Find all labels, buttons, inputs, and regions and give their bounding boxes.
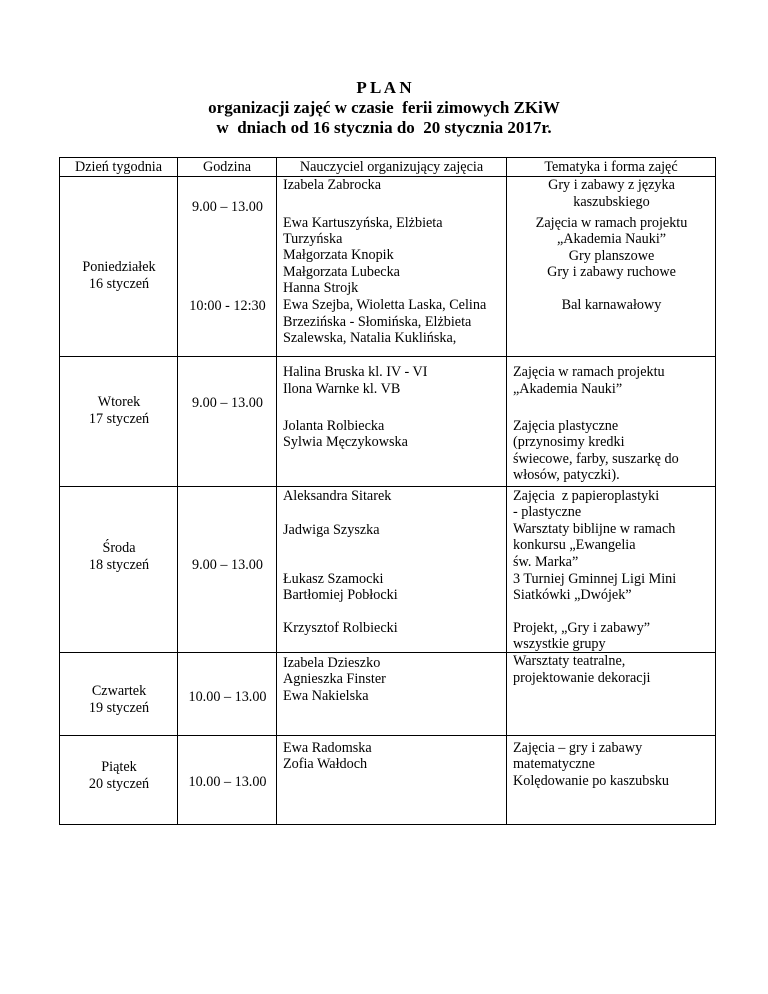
topic-text: Siatkówki „Dwójek” — [513, 587, 632, 603]
topic-text: św. Marka” — [513, 554, 579, 570]
plan-subtitle: organizacji zajęć w czasie ferii zimowych ZKiW — [208, 98, 560, 117]
teacher-name: Małgorzata Lubecka — [283, 264, 400, 280]
teacher-name: Hanna Strojk — [283, 280, 359, 296]
day-name: Poniedziałek — [82, 259, 156, 275]
topic-text: Gry planszowe — [568, 248, 655, 264]
teacher-name: Krzysztof Rolbiecki — [283, 620, 398, 636]
day-date: 16 styczeń — [88, 276, 150, 292]
hours-value: 10.00 – 13.00 — [188, 689, 267, 705]
teacher-name: Jadwiga Szyszka — [283, 522, 380, 538]
topic-text: Kolędowanie po kaszubsku — [513, 773, 670, 789]
teacher-cell — [277, 177, 507, 357]
topic-text: - plastyczne — [513, 504, 582, 520]
column-header-day: Dzień tygodnia — [60, 158, 178, 177]
day-cell — [60, 487, 178, 653]
topic-cell — [507, 653, 716, 736]
topic-text: matematyczne — [513, 756, 595, 772]
teacher-name: Sylwia Męczykowska — [283, 434, 408, 450]
topic-text: Zajęcia – gry i zabawy — [513, 740, 643, 756]
teacher-name: Bartłomiej Pobłocki — [283, 587, 398, 603]
table-row-thursday — [60, 653, 716, 736]
day-name: Wtorek — [97, 394, 141, 410]
teacher-name: Zofia Wałdoch — [283, 756, 368, 772]
plan-dates: w dniach od 16 stycznia do 20 stycznia 2017r. — [216, 118, 552, 137]
topic-text: Gry i zabawy z języka — [548, 177, 675, 193]
teacher-cell — [277, 357, 507, 487]
topic-text: kaszubskiego — [573, 194, 650, 210]
hours-cell — [178, 487, 277, 653]
hours-value: 10:00 - 12:30 — [189, 298, 266, 314]
table-row-wednesday — [60, 487, 716, 653]
day-name: Czwartek — [91, 683, 147, 699]
topic-text: Zajęcia z papieroplastyki — [513, 488, 660, 504]
topic-text: Warsztaty teatralne, — [513, 653, 626, 669]
teacher-name: Szalewska, Natalia Kuklińska, — [283, 330, 457, 346]
topic-text: (przynosimy kredki — [513, 434, 625, 450]
day-date: 19 styczeń — [88, 700, 150, 716]
teacher-cell — [277, 653, 507, 736]
teacher-name: Małgorzata Knopik — [283, 247, 394, 263]
topic-text: Zajęcia plastyczne — [513, 418, 619, 434]
day-cell — [60, 357, 178, 487]
teacher-cell — [277, 487, 507, 653]
hours-value: 10.00 – 13.00 — [188, 774, 267, 790]
hours-cell — [178, 736, 277, 825]
table-header-row — [60, 158, 716, 177]
topic-text: Warsztaty biblijne w ramach — [513, 521, 676, 537]
hours-value: 9.00 – 13.00 — [192, 199, 263, 215]
day-cell — [60, 736, 178, 825]
day-date: 17 styczeń — [88, 411, 150, 427]
day-cell — [60, 177, 178, 357]
teacher-name: Turzyńska — [283, 231, 343, 247]
hours-value: 9.00 – 13.00 — [192, 557, 263, 573]
hours-cell — [178, 177, 277, 357]
schedule-table — [59, 157, 716, 825]
topic-text: „Akademia Nauki” — [513, 381, 623, 397]
topic-text: Zajęcia w ramach projektu — [513, 364, 665, 380]
topic-text: świecowe, farby, suszarkę do — [513, 451, 679, 467]
table-row-friday — [60, 736, 716, 825]
hours-cell — [178, 653, 277, 736]
teacher-name: Ewa Kartuszyńska, Elżbieta — [283, 215, 443, 231]
teacher-name: Agnieszka Finster — [283, 671, 386, 687]
teacher-name: Ewa Radomska — [283, 740, 372, 756]
teacher-name: Halina Bruska kl. IV - VI — [283, 364, 428, 380]
teacher-name: Izabela Dzieszko — [283, 655, 381, 671]
topic-text: Gry i zabawy ruchowe — [547, 264, 676, 280]
table-row-monday — [60, 177, 716, 357]
teacher-name: Ewa Szejba, Wioletta Laska, Celina — [283, 297, 487, 313]
column-header-teacher: Nauczyciel organizujący zajęcia — [277, 158, 507, 177]
topic-text: Zajęcia w ramach projektu — [535, 215, 688, 231]
day-name: Piątek — [101, 759, 137, 775]
day-date: 18 styczeń — [88, 557, 150, 573]
topic-cell — [507, 177, 716, 357]
hours-value: 9.00 – 13.00 — [192, 395, 263, 411]
teacher-cell — [277, 736, 507, 825]
topic-cell — [507, 736, 716, 825]
teacher-name: Ilona Warnke kl. VB — [283, 381, 401, 397]
topic-text: 3 Turniej Gminnej Ligi Mini — [513, 571, 677, 587]
topic-text: Projekt, „Gry i zabawy” — [513, 620, 651, 636]
topic-text: projektowanie dekoracji — [513, 670, 651, 686]
topic-text: „Akademia Nauki” — [556, 231, 667, 247]
teacher-name: Ewa Nakielska — [283, 688, 369, 704]
topic-text: Bal karnawałowy — [561, 297, 662, 313]
document-header — [0, 78, 768, 138]
column-header-hours: Godzina — [178, 158, 277, 177]
column-header-topic: Tematyka i forma zajęć — [507, 158, 716, 177]
topic-text: włosów, patyczki). — [513, 467, 620, 483]
day-name: Środa — [102, 540, 136, 556]
table-row-tuesday — [60, 357, 716, 487]
topic-text: konkursu „Ewangelia — [513, 537, 636, 553]
topic-text: wszystkie grupy — [513, 636, 606, 652]
day-date: 20 styczeń — [88, 776, 150, 792]
plan-title: P L A N — [356, 78, 412, 97]
teacher-name: Jolanta Rolbiecka — [283, 418, 385, 434]
teacher-name: Izabela Zabrocka — [283, 177, 382, 193]
hours-cell — [178, 357, 277, 487]
topic-cell — [507, 357, 716, 487]
teacher-name: Brzezińska - Słomińska, Elżbieta — [283, 314, 472, 330]
teacher-name: Aleksandra Sitarek — [283, 488, 392, 504]
teacher-name: Łukasz Szamocki — [283, 571, 384, 587]
topic-cell — [507, 487, 716, 653]
day-cell — [60, 653, 178, 736]
